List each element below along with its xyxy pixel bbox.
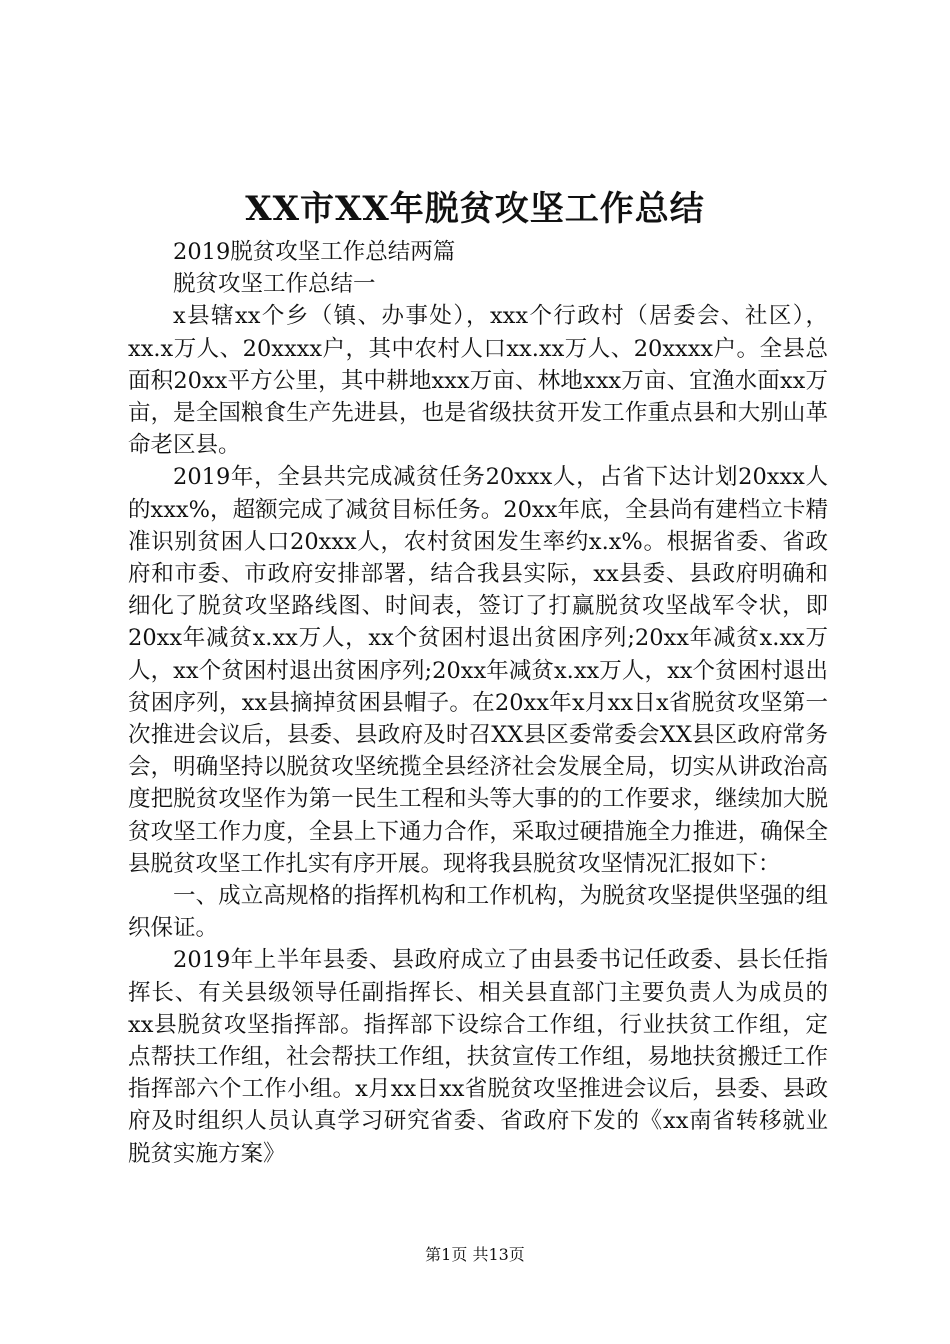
body-paragraph-3: 2019年上半年县委、县政府成立了由县委书记任政委、县长任指挥长、有关县级领导任副指挥长、相关县直部门主要负责人为成员的xx县脱贫攻坚指挥部。指挥部下设综合工作组，行业扶贫工作组，定点帮扶工作组，社会帮扶工作组，扶贫宣传工作组，易地扶贫搬迁工作指挥部六个工作小组。x月xx日xx省脱贫攻坚推进会议后，县委、县政府及时组织人员认真学习研究省委、省政府下发的《xx南省转移就业脱贫实施方案》: [128, 947, 828, 1167]
document-title: XX市XX年脱贫攻坚工作总结: [245, 189, 705, 229]
page-footer: 第1页 共13页: [425, 1245, 525, 1264]
section-heading: 脱贫攻坚工作总结一: [173, 271, 376, 298]
body-paragraph-1: x县辖xx个乡（镇、办事处），xxx个行政村（居委会、社区），xx.x万人、20xxxx户，其中农村人口xx.xx万人、20xxxx户。全县总面积20xx平方公里，其中耕地xxx万亩、林地xxx万亩、宜渔水面xx万亩，是全国粮食生产先进县，也是省级扶贫开发工作重点县和大别山革命老区县。: [128, 303, 828, 459]
subtitle-line: 2019脱贫攻坚工作总结两篇: [173, 239, 456, 265]
body-heading-1: 一、成立高规格的指挥机构和工作机构，为脱贫攻坚提供坚强的组织保证。: [128, 883, 828, 942]
body-paragraph-2: 2019年，全县共完成减贫任务20xxx人，占省下达计划20xxx人的xxx%，超额完成了减贫目标任务。20xx年底，全县尚有建档立卡精准识别贫困人口20xxx人，农村贫困发生率约x.x%。根据省委、省政府和市委、市政府安排部署，结合我县实际，xx县委、县政府明确和细化了脱贫攻坚路线图、时间表，签订了打赢脱贫攻坚战军令状，即20xx年减贫x.xx万人，xx个贫困村退出贫困序列;20xx年减贫x.xx万人，xx个贫困村退出贫困序列;20xx年减贫x.xx万人，xx个贫困村退出贫困序列，xx县摘掉贫困县帽子。在20xx年x月xx日x省脱贫攻坚第一次推进会议后，县委、县政府及时召XX县区委常委会XX县区政府常务会，明确坚持以脱贫攻坚统揽全县经济社会发展全局，切实从讲政治高度把脱贫攻坚作为第一民生工程和头等大事的的工作要求，继续加大脱贫攻坚工作力度，全县上下通力合作，采取过硬措施全力推进，确保全县脱贫攻坚工作扎实有序开展。现将我县脱贫攻坚情况汇报如下：: [128, 464, 828, 877]
document-body: [128, 236, 828, 1170]
